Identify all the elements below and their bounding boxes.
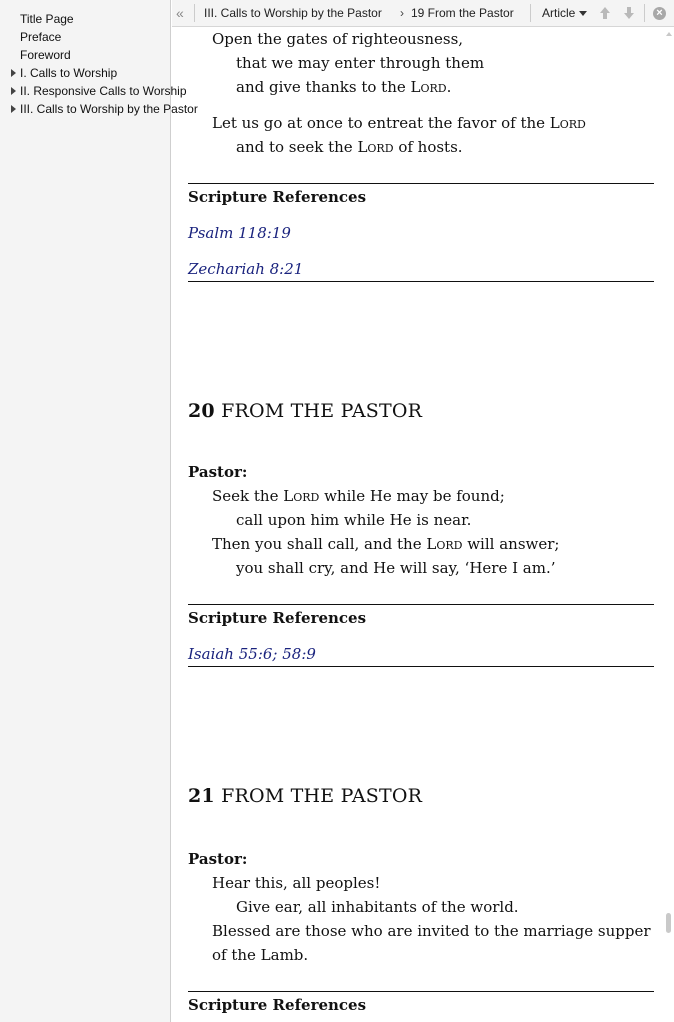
- verse-line: Blessed are those who are invited to the marriage supper of the Lamb.: [212, 922, 651, 964]
- scripture-link[interactable]: Isaiah 55:6; 58:9: [188, 645, 316, 663]
- expand-arrow-icon[interactable]: [11, 105, 16, 113]
- breadcrumb-section[interactable]: III. Calls to Worship by the Pastor: [204, 6, 382, 20]
- verse-text: Then you shall call, and the: [212, 535, 427, 553]
- section-title: FROM THE PASTOR: [221, 785, 423, 807]
- verse-line: [188, 135, 654, 159]
- toc-item-title-page[interactable]: Title Page: [20, 12, 74, 26]
- verse-text: and to seek the: [236, 138, 358, 156]
- verse-text: will answer;: [462, 535, 560, 553]
- scroll-up-icon[interactable]: [666, 32, 672, 36]
- section-number: 20: [188, 400, 215, 422]
- close-icon[interactable]: ×: [653, 7, 666, 20]
- toc-item-label: II. Responsive Calls to Worship: [20, 84, 187, 98]
- verse-text: and give thanks to the: [236, 78, 411, 96]
- view-mode-label: Article: [542, 6, 576, 20]
- lord-smallcaps: Lord: [426, 535, 463, 553]
- scripture-references-heading: Scripture References: [188, 609, 367, 627]
- toc-sidebar: [0, 0, 198, 1022]
- verse-line: Open the gates of righteousness,: [212, 30, 464, 48]
- toc-list: [0, 0, 198, 118]
- toc-item-responsive-calls[interactable]: [0, 82, 187, 100]
- breadcrumb-separator: ›: [400, 6, 404, 20]
- toc-item-label: III. Calls to Worship by the Pastor: [20, 102, 198, 116]
- verse-text: Let us go at once to entreat the favor of the: [212, 114, 550, 132]
- verse-line: [188, 111, 654, 135]
- verse-line: [188, 75, 654, 99]
- verse-line: Give ear, all inhabitants of the world.: [236, 898, 519, 916]
- scripture-references-heading: Scripture References: [188, 188, 367, 206]
- toc-item-preface[interactable]: Preface: [20, 30, 62, 44]
- lord-smallcaps: Lord: [549, 114, 586, 132]
- verse-text: of hosts.: [393, 138, 463, 156]
- view-mode-dropdown[interactable]: [542, 6, 587, 20]
- verse-text: Seek the: [212, 487, 284, 505]
- toolbar-divider: [194, 4, 195, 22]
- scripture-references-heading: Scripture References: [188, 996, 367, 1014]
- verse-line: [188, 484, 654, 508]
- verse-text: while He may be found;: [319, 487, 505, 505]
- verse-line: Hear this, all peoples!: [212, 874, 381, 892]
- chevron-down-icon: [579, 11, 587, 16]
- scripture-link[interactable]: Psalm 118:19: [188, 224, 291, 242]
- toolbar-divider: [530, 4, 531, 22]
- expand-arrow-icon[interactable]: [11, 87, 16, 95]
- section-heading-20: [188, 398, 654, 424]
- breadcrumb-article[interactable]: 19 From the Pastor: [411, 6, 514, 20]
- article-body: [188, 27, 654, 1017]
- toc-item-foreword[interactable]: Foreword: [20, 48, 71, 62]
- collapse-sidebar-icon[interactable]: «: [176, 5, 184, 21]
- section-number: 21: [188, 785, 215, 807]
- section-title: FROM THE PASTOR: [221, 400, 423, 422]
- reader-toolbar: [172, 0, 674, 27]
- lord-smallcaps: Lord: [283, 487, 320, 505]
- lord-smallcaps: Lord: [357, 138, 394, 156]
- speaker-label: Pastor:: [188, 463, 248, 481]
- arrow-down-icon[interactable]: [624, 13, 634, 19]
- toc-item-calls-by-pastor[interactable]: [0, 100, 198, 118]
- speaker-label: Pastor:: [188, 850, 248, 868]
- verse-text: .: [446, 78, 452, 96]
- scrollbar[interactable]: [664, 27, 674, 1022]
- toc-item-label: I. Calls to Worship: [20, 66, 118, 80]
- toolbar-divider: [644, 4, 645, 22]
- verse-line: [188, 532, 654, 556]
- toc-item-calls-to-worship[interactable]: [0, 64, 170, 82]
- scripture-link[interactable]: Zechariah 8:21: [188, 260, 304, 278]
- verse-line: you shall cry, and He will say, ‘Here I am.’: [236, 559, 556, 577]
- expand-arrow-icon[interactable]: [11, 69, 16, 77]
- section-heading-21: [188, 783, 654, 809]
- scroll-thumb[interactable]: [666, 913, 671, 933]
- verse-line: that we may enter through them: [236, 54, 485, 72]
- verse-line: call upon him while He is near.: [236, 511, 472, 529]
- lord-smallcaps: Lord: [410, 78, 447, 96]
- arrow-up-icon[interactable]: [600, 7, 610, 13]
- article-content: [172, 27, 664, 1022]
